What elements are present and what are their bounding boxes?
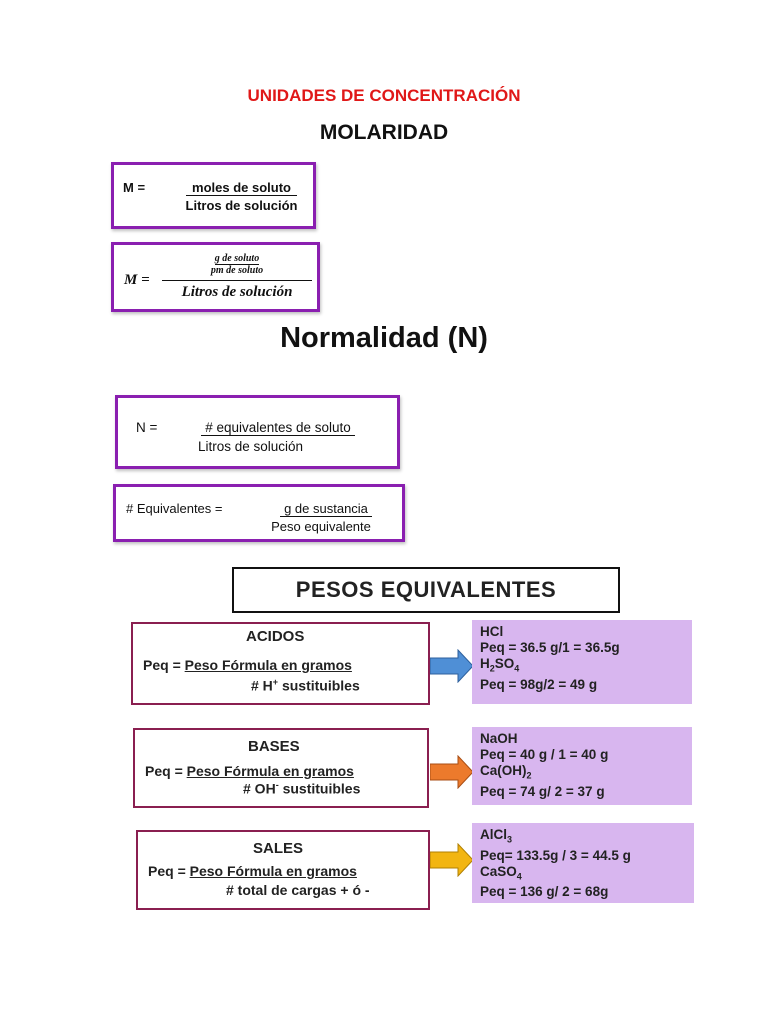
peq-divisor: # H+ sustituibles — [251, 677, 360, 694]
arrow-right-icon — [430, 755, 474, 789]
example-line: Peq = 136 g/ 2 = 68g — [480, 884, 609, 900]
sales-examples — [472, 823, 694, 903]
example-line: Peq= 133.5g / 3 = 44.5 g — [480, 847, 631, 863]
category-name: ACIDOS — [246, 628, 305, 645]
document-heading: UNIDADES DE CONCENTRACIÓN — [247, 86, 521, 105]
formula-denominator: Litros de solución — [185, 198, 298, 213]
formula-lhs: M = — [124, 272, 150, 288]
acidos-examples — [472, 620, 692, 704]
example-line: Peq = 98g/2 = 49 g — [480, 676, 598, 692]
formula-numerator: # equivalentes de soluto — [201, 420, 355, 436]
arrow-right-icon — [430, 843, 474, 877]
normalidad-formula-box-2 — [113, 484, 405, 542]
category-name: BASES — [248, 738, 300, 755]
example-line: Peq = 40 g / 1 = 40 g — [480, 747, 609, 762]
molaridad-title: MOLARIDAD — [319, 121, 449, 144]
formula-denominator: Peso equivalente — [271, 519, 371, 534]
normalidad-formula-box-1 — [115, 395, 400, 469]
peq-formula: Peso Fórmula en gramos — [186, 763, 354, 779]
formula-lhs: N = — [136, 420, 158, 435]
example-line: $Ca(OH)_2$ — [480, 763, 532, 781]
example-line: Peq = 74 g/ 2 = 37 g — [480, 783, 605, 799]
formula-num-bottom: pm de soluto — [210, 265, 264, 276]
example-line: CaSO$_4$ — [480, 863, 522, 882]
category-box — [131, 622, 430, 705]
pesos-equivalentes-title: PESOS EQUIVALENTES — [232, 567, 620, 613]
peq-formula: Peso Fórmula en gramos — [184, 657, 352, 673]
molaridad-formula-box-1 — [111, 162, 316, 229]
peq-label: Peq = — [143, 657, 181, 673]
bases-examples — [472, 727, 692, 805]
category-box — [133, 728, 429, 808]
category-name: SALES — [253, 840, 304, 857]
peq-divisor: # OH- sustituibles — [243, 780, 361, 797]
example-line: HCl — [480, 624, 504, 639]
formula-numerator: g de sustancia — [280, 501, 372, 517]
fraction-bar — [162, 280, 312, 281]
formula-denominator: Litros de solución — [181, 284, 293, 300]
category-box — [136, 830, 430, 910]
formula-lhs: M = — [123, 180, 146, 195]
example-line: AlCl$_3$ — [480, 827, 513, 845]
formula-numerator: moles de soluto — [186, 180, 297, 196]
normalidad-title: Normalidad (N) — [280, 322, 488, 354]
peq-divisor: # total de cargas + ó - — [226, 882, 370, 898]
peq-formula: Peso Fórmula en gramos — [189, 863, 357, 879]
peq-label: Peq = — [148, 863, 186, 879]
example-line: NaOH — [480, 731, 518, 746]
peq-label: Peq = — [145, 763, 183, 779]
formula-lhs: # Equivalentes = — [126, 501, 223, 516]
formula-denominator: Litros de solución — [197, 439, 304, 454]
arrow-right-icon — [430, 649, 474, 683]
example-line: Peq = 36.5 g/1 = 36.5g — [480, 640, 620, 655]
example-line: $H_2SO_4$ — [480, 656, 520, 674]
molaridad-formula-box-2 — [111, 242, 320, 312]
formula-num-top: g de soluto — [214, 253, 260, 264]
